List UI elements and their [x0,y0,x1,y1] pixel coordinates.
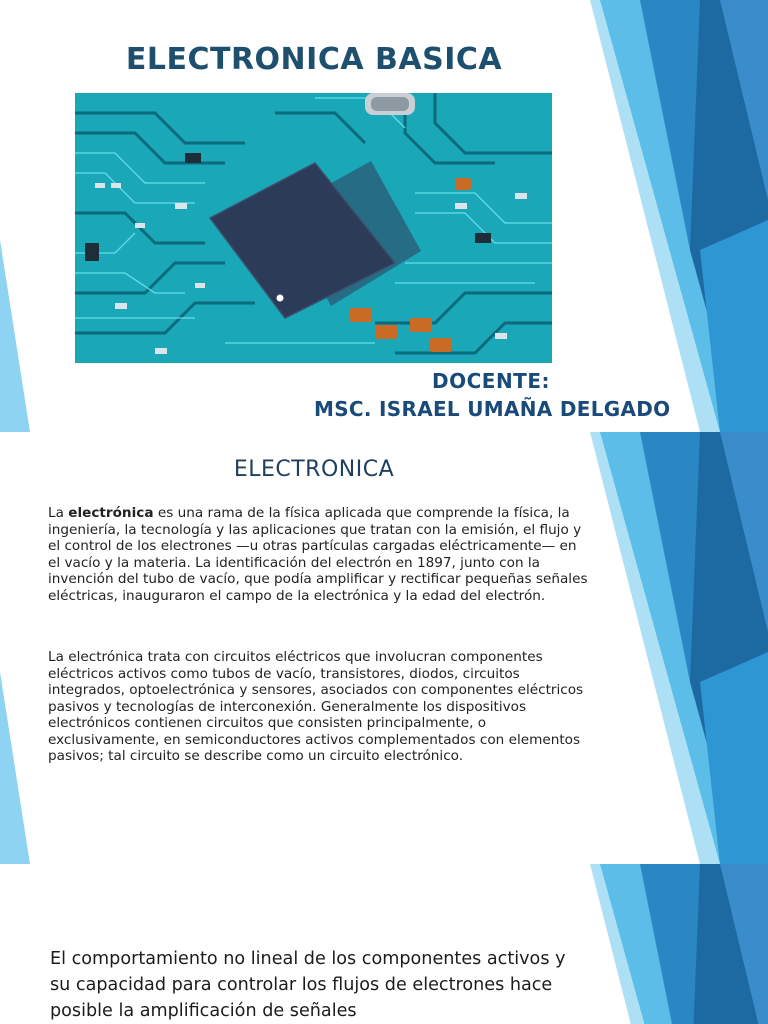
slide-decoration [0,432,768,864]
paragraph-3: El comportamiento no lineal de los componentes activos y su capacidad para controlar los flujos de electrones hace posible la amplificación de señales [50,949,566,1021]
slide-3 [0,864,768,1024]
paragraph-1 [48,505,588,604]
paragraph-2: La electrónica trata con circuitos eléctricos que involucran componentes eléctricos activos como tubos de vacío, transistores, diodos, circuitos integrados, optoelectrónica y sensores, asociados con componentes eléctricos pasivos y tecnologías de interconexión. Generalmente los dispositivos electrónicos contienen circuitos que consisten principalmente, o exclusivamente, en semiconductores activos complementados con elementos pasivos; tal circuito se describe como un circuito electrónico. [48,649,584,764]
docente-label: DOCENTE: [432,369,550,393]
section-title: ELECTRONICA [233,457,395,482]
paragraph-1-bold: electrónica [68,505,154,521]
paragraph-1-lead: La [48,505,69,521]
paragraph-1-rest: es una rama de la física aplicada que comprende la física, la ingeniería, la tecnología y las aplicaciones que tratan con la emisión, el flujo y el control de los electrones —u otras partículas cargadas eléctricamente— en el vacío y la materia. La identificación del electrón en 1897, junto con la invención del tubo de vacío, que podía amplificar y rectificar pequeñas señales eléctricas, inauguraron el campo de la electrónica y la edad del electrón. [48,505,588,604]
docente-name: MSC. ISRAEL UMAÑA DELGADO [314,397,671,421]
slide-1 [0,0,768,432]
circuit-board-image [75,93,552,363]
presentation-title: ELECTRONICA BASICA [125,42,503,77]
slide-2 [0,432,768,864]
